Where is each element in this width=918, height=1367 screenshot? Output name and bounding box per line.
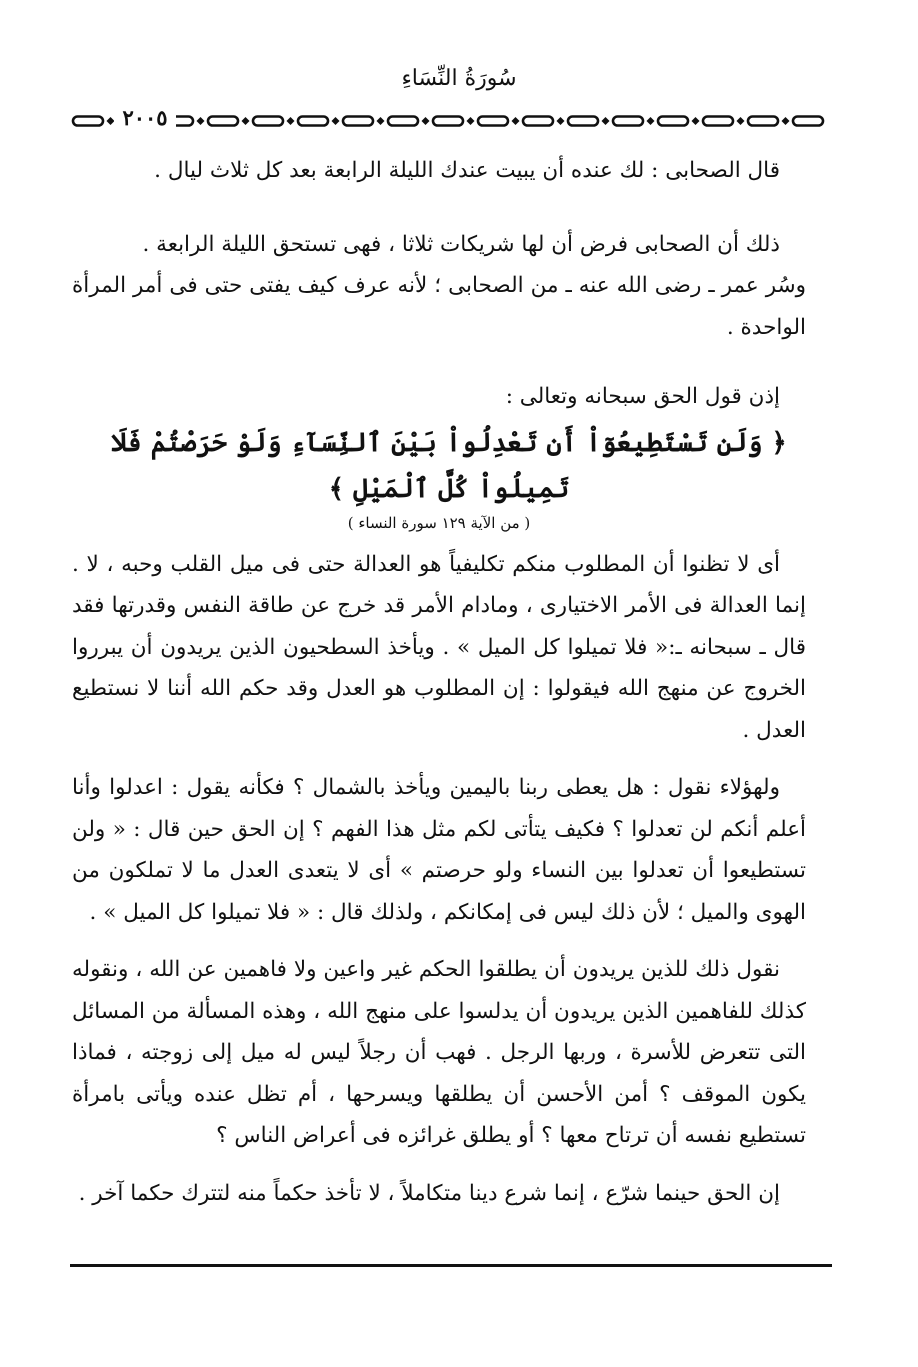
paragraph-5: ولهؤلاء نقول : هل يعطى ربنا باليمين ويأخذ بالشمال ؟ فكأنه يقول : اعدلوا وأنا أعلم أنكم لن تعدلوا ؟ فكيف يتأتى لكم مثل هذا الفهم ؟ إن الحق حين قال : « ولن تستطيعوا أن تعدلوا بين النساء ولو حرصتم » أى لا يتعدى العدل ما لا تملكون من الهوى والميل ؛ لأن ذلك ليس فى إمكانكم ، ولذلك قال : « فلا تميلوا كل الميل » . [72, 775, 806, 925]
bottom-rule [70, 1264, 832, 1267]
page-number: ٢٠٠٥ [114, 103, 176, 133]
paragraph-3-intro: إذن قول الحق سبحانه وتعالى : [505, 384, 780, 409]
ornament-border [70, 106, 832, 136]
chain-link [748, 117, 778, 126]
chain-diamond [647, 117, 655, 125]
chain-diamond [467, 117, 475, 125]
chain-link [298, 117, 328, 126]
spacer [72, 348, 806, 376]
chain-link [208, 117, 238, 126]
chain-link [343, 117, 373, 126]
quran-verse: ﴿ وَلَن تَسْتَطِيعُوٓاْ أَن تَعْدِلُواْ بَيْنَ ٱلنِّسَآءِ وَلَوْ حَرَصْتُمْ فَلَا تَمِيلُواْ كُلَّ ٱلْمَيْلِ ﴾ [111, 427, 787, 504]
spacer [72, 192, 806, 224]
chain-link [253, 117, 283, 126]
chain-link [433, 117, 463, 126]
chain-diamond [377, 117, 385, 125]
chain-link [658, 117, 688, 126]
chain-link [703, 117, 733, 126]
page-body [72, 150, 806, 1214]
spacer [72, 1157, 806, 1173]
chain-diamond [197, 117, 205, 125]
verse-reference: ( من الآية ١٢٩ سورة النساء ) [347, 513, 531, 532]
chain-link [613, 117, 643, 126]
paragraph-6: نقول ذلك للذين يريدون أن يطلقوا الحكم غير واعين ولا فاهمين عن الله ، ونقوله كذلك للفاهمين الذين يريدون أن يدلسوا على منهج الله ، وهذه المسألة من المسائل التى تتعرض للأسرة ، وربها الرجل . فهب أن رجلاً ليس له ميل إلى زوجته ، فماذا يكون الموقف ؟ أمن الأحسن أن يطلقها ويسرحها ، أم تظل عنده ويأتى بامرأة تستطيع نفسه أن ترتاح معها ؟ أو يطلق غرائزه فى أعراض الناس ؟ [72, 957, 806, 1148]
chain-link [478, 117, 508, 126]
chain-diamond [782, 117, 790, 125]
spacer [72, 933, 806, 949]
chain-diamond [422, 117, 430, 125]
chain-diamond [287, 117, 295, 125]
paragraph-1: قال الصحابى : لك عنده أن يبيت عندك الليلة الرابعة بعد كل ثلاث ليال . [154, 158, 780, 183]
chain-link [73, 117, 103, 126]
chain-link [388, 117, 418, 126]
chain-diamond [692, 117, 700, 125]
chain-link [523, 117, 553, 126]
chain-diamond [557, 117, 565, 125]
chain-link [568, 117, 598, 126]
spacer [72, 751, 806, 767]
chain-diamond [242, 117, 250, 125]
chain-diamond [737, 117, 745, 125]
chain-diamond [512, 117, 520, 125]
paragraph-2-line-1: ذلك أن الصحابى فرض أن لها شريكات ثلاثا ، فهى تستحق الليلة الرابعة . [142, 231, 780, 257]
chain-diamond [602, 117, 610, 125]
paragraph-7: إن الحق حينما شرّع ، إنما شرع دينا متكاملاً ، لا تأخذ حكماً منه لتترك حكما آخر . [78, 1180, 780, 1206]
paragraph-4: أى لا تظنوا أن المطلوب منكم تكليفياً هو العدالة حتى فى ميل القلب وحبه ، لا . إنما العدالة فى الأمر الاختيارى ، ومادام الأمر قد خرج عن طاقة النفس وقدرتها فقد قال ـ سبحانه ـ:« فلا تميلوا كل الميل » . ويأخذ السطحيون الذين يريدون أن يبرروا الخروج عن منهج الله فيقولوا : إن المطلوب هو العدل وقد حكم الله أننا لا نستطيع العدل . [72, 551, 806, 743]
chain-link [793, 117, 823, 126]
chain-diamond [332, 117, 340, 125]
paragraph-2-line-2: وسُر عمر ـ رضى الله عنه ـ من الصحابى ؛ لأنه عرف كيف يفتى حتى فى أمر المرأة الواحدة . [72, 273, 806, 340]
surah-title: سُورَةُ النِّسَاءِ [401, 66, 517, 91]
